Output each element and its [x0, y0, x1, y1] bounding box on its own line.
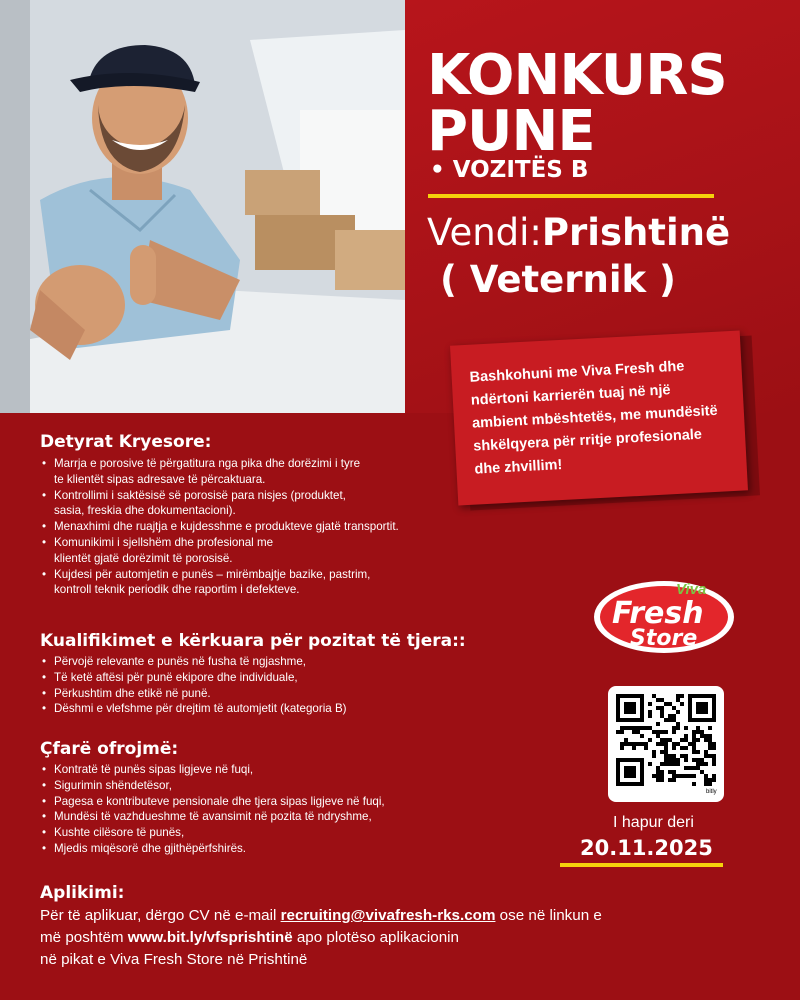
application-line: në pikat e Viva Fresh Store në Prishtinë — [40, 951, 308, 968]
list-item: • Marrja e porosive të përgatitura nga pika dhe dorëzimi i tyre te klientët sipas adresave të përcaktuara. — [42, 456, 362, 488]
list-item: • Kushte cilësore të punës, — [42, 825, 472, 841]
list-item: • Mundësi të vazhdueshme të avansimit në pozita të ndryshme, — [42, 809, 472, 825]
qualifications-list — [42, 654, 472, 717]
list-item: • Kontrollimi i saktësisë së porosisë para nisjes (produktet, sasia, freskia dhe dokumentacioni). — [42, 488, 352, 520]
location-value: Prishtinë — [541, 211, 731, 254]
duties-title: Detyrat Kryesore: — [40, 432, 212, 452]
location-detail: ( Veternik ) — [440, 258, 676, 301]
application-text: ose në linkun e — [495, 907, 602, 924]
list-item: • Të ketë aftësi për punë ekipore dhe individuale, — [42, 670, 472, 686]
application-title: Aplikimi: — [40, 883, 125, 903]
list-item: • Menaxhimi dhe ruajtja e kujdesshme e produkteve gjatë transportit. — [42, 519, 472, 535]
deadline-label: I hapur deri — [613, 814, 694, 831]
application-line — [40, 929, 459, 946]
list-item: • Sigurimin shëndetësor, — [42, 778, 472, 794]
page-title-second-line: PUNE — [427, 99, 595, 164]
promo-text: Bashkohuni me Viva Fresh dhe ndërtoni karrierën tuaj në një ambient mbështetës, me mundësitë shkëlqyera për rritje profesionale dhe zhvillim! — [469, 358, 718, 478]
application-text: më poshtëm — [40, 929, 128, 946]
qr-code[interactable] — [608, 686, 724, 802]
list-item: • Përvojë relevante e punës në fusha të ngjashme, — [42, 654, 472, 670]
logo-word-fresh: Fresh — [612, 596, 704, 631]
job-location — [427, 211, 730, 254]
list-item: • Kujdesi për automjetin e punës – mirëmbajtje bazike, pastrim, kontroll teknik periodik dhe raportim i defekteve. — [42, 567, 392, 599]
offers-list — [42, 762, 472, 857]
yellow-divider — [560, 863, 723, 867]
application-text: Për të aplikuar, dërgo CV në e-mail — [40, 907, 281, 924]
list-item: • Mjedis miqësorë dhe gjithëpërfshirës. — [42, 841, 472, 857]
list-item: • Komunikimi i sjellshëm dhe profesional me klientët gjatë dorëzimit të porosisë. — [42, 535, 302, 567]
offers-title: Çfarë ofrojmë: — [40, 739, 179, 759]
logo-word-store: Store — [630, 626, 698, 651]
qualifications-title: Kualifikimet e kërkuara për pozitat të tjera:: — [40, 631, 466, 651]
application-text: apo plotëso aplikacionin — [292, 929, 459, 946]
list-item: • Kontratë të punës sipas ligjeve në fuqi, — [42, 762, 472, 778]
logo-word-viva: Viva — [676, 581, 707, 598]
list-item: • Pagesa e kontributeve pensionale dhe tjera sipas ligjeve në fuqi, — [42, 794, 472, 810]
page-title: KONKURS — [427, 43, 727, 108]
list-item: • Dëshmi e vlefshme për drejtim të automjetit (kategoria B) — [42, 701, 472, 717]
driver-photo — [0, 0, 405, 413]
duties-list — [42, 456, 472, 598]
deadline-date: 20.11.2025 — [580, 836, 713, 860]
location-label: Vendi: — [427, 211, 542, 254]
promo-box — [450, 331, 748, 506]
apply-link[interactable]: www.bit.ly/vfsprishtinë — [127, 929, 293, 946]
list-item: • Përkushtim dhe etikë në punë. — [42, 686, 472, 702]
yellow-divider — [428, 194, 714, 198]
viva-fresh-store-logo — [592, 575, 737, 655]
qr-code-pattern — [616, 694, 716, 786]
application-line — [40, 907, 602, 924]
qr-tag: bitly — [706, 789, 717, 795]
email-link[interactable]: recruiting@vivafresh-rks.com — [280, 907, 496, 924]
job-position: • VOZITËS B — [430, 157, 589, 183]
